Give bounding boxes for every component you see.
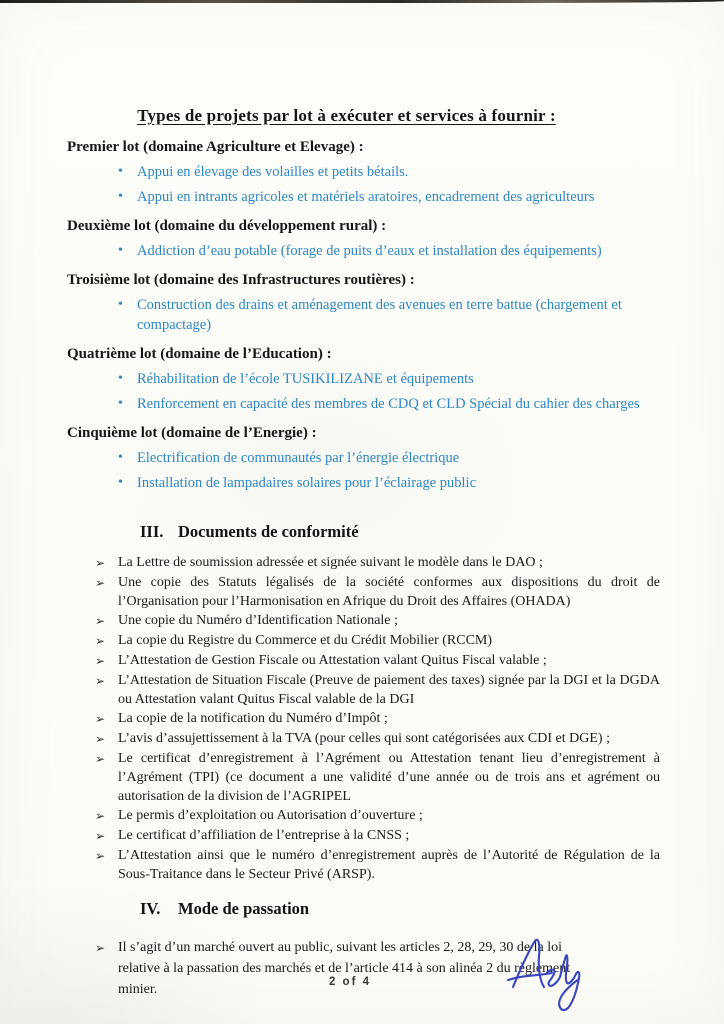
list-item	[67, 553, 660, 573]
bullet-dot-icon: •	[118, 396, 123, 411]
list-item	[67, 806, 660, 826]
arrow-bullet-icon: ➢	[95, 712, 106, 726]
lot-item-text: Construction des drains et aménagement des avenues en terre battue (chargement et compactage)	[137, 297, 622, 333]
document-title	[67, 104, 660, 128]
conformity-documents-list	[67, 553, 660, 884]
list-item	[67, 709, 660, 729]
doc-item-text: Le certificat d’affiliation de l’entreprise à la CNSS ;	[118, 828, 410, 843]
section-heading-mode-de-passation	[67, 897, 660, 921]
arrow-bullet-icon: ➢	[95, 576, 106, 590]
lot-heading-troisieme: Troisième lot (domaine des Infrastructures routières) :	[67, 272, 415, 288]
list-item	[67, 846, 660, 884]
list-item	[67, 241, 660, 261]
doc-item-text: La copie de la notification du Numéro d’Impôt ;	[118, 711, 388, 726]
arrow-bullet-icon: ➢	[95, 849, 106, 863]
doc-item-text: Une copie du Numéro d’Identification Nationale ;	[118, 613, 398, 628]
list-item	[67, 369, 660, 389]
passation-paragraph: Il s’agit d’un marché ouvert au public, suivant les articles 2, 28, 29, 30 de la loi relative à la passation des marchés et de l’article 414 à son alinéa 2 du règlement minier.	[118, 940, 571, 997]
arrow-bullet-icon: ➢	[95, 556, 106, 570]
doc-item-text: Une copie des Statuts légalisés de la société conformes aux dispositions du droit de l’Organisation pour l’Harmonisation en Afrique du Droit des Affaires (OHADA)	[118, 575, 660, 609]
lot-heading-quatrieme: Quatrième lot (domaine de l’Education) :	[67, 346, 332, 362]
bullet-dot-icon: •	[118, 450, 123, 465]
list-item	[67, 573, 660, 611]
doc-item-text: L’Attestation ainsi que le numéro d’enregistrement auprès de l’Autorité de Régulation de la Sous-Traitance dans le Secteur Privé (ARSP).	[118, 848, 660, 882]
list-item	[67, 394, 660, 414]
list-item	[67, 187, 660, 207]
section-number: III.	[140, 522, 164, 541]
lot-item-text: Installation de lampadaires solaires pour l’éclairage public	[137, 475, 477, 491]
arrow-bullet-icon: ➢	[95, 634, 106, 648]
arrow-bullet-icon: ➢	[95, 809, 106, 823]
scan-edge-artifact	[0, 0, 724, 3]
lot-item-text: Appui en intrants agricoles et matériels aratoires, encadrement des agriculteurs	[137, 189, 595, 205]
list-item	[67, 631, 660, 651]
page-number: 2 of 4	[328, 976, 372, 988]
bullet-dot-icon: •	[118, 297, 123, 312]
lot-item-text: Electrification de communautés par l’énergie électrique	[137, 450, 460, 466]
list-item	[67, 651, 660, 671]
bullet-dot-icon: •	[118, 371, 123, 386]
list-item	[67, 448, 660, 468]
arrow-bullet-icon: ➢	[95, 674, 106, 688]
section-heading-documents-de-conformite	[67, 520, 660, 544]
doc-item-text: Le certificat d’enregistrement à l’Agrément ou Attestation tenant lieu d’enregistrement à l’Agrément (TPI) (ce document a une validité d’une année ou de trois ans et agrément ou autorisation de la division de l’AGRIPEL	[118, 751, 660, 804]
handwritten-signature-icon	[499, 930, 591, 1014]
list-item	[67, 671, 660, 709]
lot-heading-premier: Premier lot (domaine Agriculture et Elevage) :	[67, 139, 364, 155]
doc-item-text: L’Attestation de Gestion Fiscale ou Attestation valant Quitus Fiscal valable ;	[118, 653, 547, 668]
list-item	[67, 295, 660, 335]
section-title: Mode de passation	[178, 899, 310, 918]
doc-item-text: La Lettre de soumission adressée et signée suivant le modèle dans le DAO ;	[118, 555, 543, 570]
lot-heading-cinquieme: Cinquième lot (domaine de l’Energie) :	[67, 425, 317, 441]
doc-item-text: L’Attestation de Situation Fiscale (Preuve de paiement des taxes) signée par la DGI et la DGDA ou Attestation valant Quitus Fiscal valable de la DGI	[118, 673, 660, 707]
arrow-bullet-icon: ➢	[95, 614, 106, 628]
list-item	[67, 826, 660, 846]
doc-item-text: Le permis d’exploitation ou Autorisation d’ouverture ;	[118, 808, 423, 823]
list-item	[67, 729, 660, 749]
doc-item-text: La copie du Registre du Commerce et du Crédit Mobilier (RCCM)	[118, 633, 493, 648]
lot-item-text: Réhabilitation de l’école TUSIKILIZANE et équipements	[137, 371, 474, 387]
doc-item-text: L’avis d’assujettissement à la TVA (pour celles qui sont catégorisées aux CDI et DGE) ;	[118, 731, 610, 746]
bullet-dot-icon: •	[118, 189, 123, 204]
arrow-bullet-icon: ➢	[95, 732, 106, 746]
arrow-bullet-icon: ➢	[95, 654, 106, 668]
document-content	[0, 104, 724, 1000]
arrow-bullet-icon: ➢	[95, 941, 106, 955]
arrow-bullet-icon: ➢	[95, 829, 106, 843]
bullet-dot-icon: •	[118, 243, 123, 258]
list-item	[67, 611, 660, 631]
bullet-dot-icon: •	[118, 164, 123, 179]
document-title-text: Types de projets par lot à exécuter et services à fournir :	[137, 106, 556, 125]
bullet-dot-icon: •	[118, 475, 123, 490]
lot-item-text: Renforcement en capacité des membres de CDQ et CLD Spécial du cahier des charges	[137, 396, 640, 412]
list-item	[67, 749, 660, 806]
list-item	[67, 162, 660, 182]
lot-heading-deuxieme: Deuxième lot (domaine du développement rural) :	[67, 218, 387, 234]
section-title: Documents de conformité	[178, 522, 359, 541]
section-number: IV.	[140, 899, 161, 918]
list-item	[67, 473, 660, 493]
arrow-bullet-icon: ➢	[95, 752, 106, 766]
lot-item-text: Appui en élevage des volailles et petits bétails.	[137, 164, 409, 180]
lot-item-text: Addiction d’eau potable (forage de puits d’eaux et installation des équipements)	[137, 243, 602, 259]
